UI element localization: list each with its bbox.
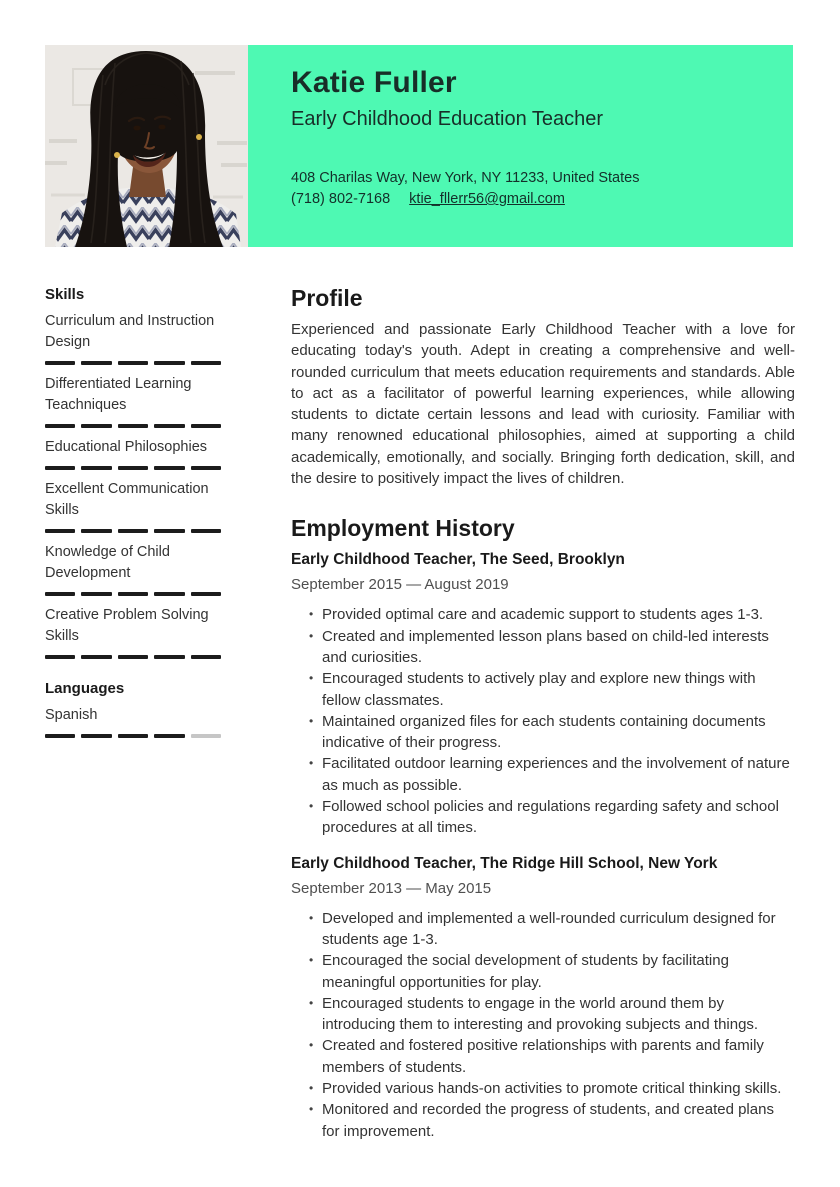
phone-text: (718) 802-7168 bbox=[291, 191, 391, 207]
meter-segment-filled bbox=[45, 592, 75, 596]
meter-segment-filled bbox=[154, 466, 184, 470]
meter-segment-filled bbox=[45, 424, 75, 428]
meter-segment-filled bbox=[81, 734, 111, 738]
job-bullet: • Encouraged students to actively play and explore new things with fellow classmates. bbox=[291, 668, 795, 711]
job-bullet: • Facilitated outdoor learning experiences and the involvement of nature as much as possible. bbox=[291, 753, 795, 796]
meter-segment-filled bbox=[118, 466, 148, 470]
job-bullet: • Monitored and recorded the progress of students, and created plans for improvement. bbox=[291, 1099, 795, 1142]
job-bullet: • Created and fostered positive relationships with parents and family members of students. bbox=[291, 1035, 795, 1078]
meter-segment-filled bbox=[154, 655, 184, 659]
header-banner bbox=[248, 45, 793, 247]
meter-segment-filled bbox=[45, 655, 75, 659]
meter-segment-filled bbox=[118, 734, 148, 738]
meter-segment-filled bbox=[118, 361, 148, 365]
meter-segment-filled bbox=[45, 466, 75, 470]
profile-photo bbox=[45, 45, 248, 247]
skill-level-meter bbox=[45, 529, 221, 533]
skill-level-meter bbox=[45, 592, 221, 596]
employment-heading: Employment History bbox=[291, 515, 515, 542]
skill-label: Creative Problem Solving Skills bbox=[45, 607, 209, 644]
skill-level-meter bbox=[45, 655, 221, 659]
address-text: 408 Charilas Way, New York, NY 11233, United States bbox=[291, 170, 640, 186]
job-title: Early Childhood Teacher, The Seed, Brooklyn bbox=[291, 551, 625, 569]
skill-item bbox=[45, 542, 221, 596]
meter-segment-filled bbox=[81, 361, 111, 365]
skill-item bbox=[45, 374, 221, 428]
job-bullet: • Followed school policies and regulations regarding safety and school procedures at all times. bbox=[291, 796, 795, 839]
skill-item bbox=[45, 311, 221, 365]
job-bullet: • Encouraged the social development of students by facilitating meaningful opportunities for play. bbox=[291, 950, 795, 993]
meter-segment-filled bbox=[191, 466, 221, 470]
job-dates: September 2013 — May 2015 bbox=[291, 879, 492, 897]
sidebar bbox=[45, 284, 221, 747]
languages-section bbox=[45, 678, 221, 738]
meter-segment-filled bbox=[191, 592, 221, 596]
meter-segment-filled bbox=[191, 529, 221, 533]
main-column bbox=[291, 284, 795, 1142]
skill-level-meter bbox=[45, 466, 221, 470]
skill-label: Excellent Communication Skills bbox=[45, 481, 209, 518]
meter-segment-empty bbox=[191, 734, 221, 738]
skill-label: Knowledge of Child Development bbox=[45, 544, 170, 581]
meter-segment-filled bbox=[154, 424, 184, 428]
meter-segment-filled bbox=[81, 655, 111, 659]
skill-item bbox=[45, 605, 221, 659]
skill-label: Spanish bbox=[45, 707, 98, 723]
job-entry bbox=[291, 549, 795, 838]
skills-section bbox=[45, 284, 221, 659]
skill-label: Educational Philosophies bbox=[45, 439, 208, 455]
job-bullet: • Created and implemented lesson plans based on child-led interests and curiosities. bbox=[291, 626, 795, 669]
resume-header bbox=[45, 45, 793, 247]
profile-section bbox=[291, 284, 795, 489]
meter-segment-filled bbox=[45, 361, 75, 365]
meter-segment-filled bbox=[154, 734, 184, 738]
job-bullet: • Encouraged students to engage in the world around them by introducing them to interesting and provoking subjects and things. bbox=[291, 993, 795, 1036]
skill-level-meter bbox=[45, 361, 221, 365]
meter-segment-filled bbox=[81, 424, 111, 428]
job-dates: September 2015 — August 2019 bbox=[291, 576, 509, 594]
job-bullets bbox=[291, 908, 795, 1142]
skill-label: Curriculum and Instruction Design bbox=[45, 313, 215, 350]
profile-text: Experienced and passionate Early Childhood Teacher with a love for educating today's youth. Adept in creating a comprehensive and well-rounded curriculum that meets education requirements and standards. Able to act as a facilitator of powerful learning experiences, while allowing students to dictate certain lessons and lead with curiosity. Familiar with many renowned educational philosophies, aimed at supporting a child academically, emotionally, and socially. Bringing forth dedication, skill, and the desire to positively impact the lives of children. bbox=[291, 321, 795, 488]
skills-list bbox=[45, 311, 221, 659]
meter-segment-filled bbox=[191, 424, 221, 428]
jobs-container bbox=[291, 549, 795, 1142]
skill-level-meter bbox=[45, 424, 221, 428]
skill-item bbox=[45, 479, 221, 533]
meter-segment-filled bbox=[118, 655, 148, 659]
job-bullets bbox=[291, 604, 795, 838]
skill-item bbox=[45, 437, 221, 470]
job-bullet: • Developed and implemented a well-rounded curriculum designed for students age 1-3. bbox=[291, 908, 795, 951]
meter-segment-filled bbox=[154, 361, 184, 365]
job-title-heading: Early Childhood Education Teacher bbox=[291, 108, 604, 130]
meter-segment-filled bbox=[81, 466, 111, 470]
meter-segment-filled bbox=[191, 655, 221, 659]
name-heading: Katie Fuller bbox=[291, 66, 457, 99]
meter-segment-filled bbox=[118, 424, 148, 428]
languages-heading: Languages bbox=[45, 680, 125, 697]
languages-list bbox=[45, 705, 221, 738]
meter-segment-filled bbox=[191, 361, 221, 365]
portrait-illustration bbox=[45, 45, 248, 247]
contact-block bbox=[291, 168, 765, 210]
meter-segment-filled bbox=[81, 529, 111, 533]
meter-segment-filled bbox=[118, 592, 148, 596]
meter-segment-filled bbox=[154, 529, 184, 533]
profile-heading: Profile bbox=[291, 285, 363, 311]
skill-item bbox=[45, 705, 221, 738]
meter-segment-filled bbox=[154, 592, 184, 596]
skill-label: Differentiated Learning Teachniques bbox=[45, 376, 192, 413]
meter-segment-filled bbox=[81, 592, 111, 596]
skills-heading: Skills bbox=[45, 286, 85, 303]
job-entry bbox=[291, 853, 795, 1142]
email-link[interactable]: ktie_fllerr56@gmail.com bbox=[409, 191, 565, 207]
employment-section bbox=[291, 514, 795, 1142]
meter-segment-filled bbox=[45, 529, 75, 533]
meter-segment-filled bbox=[118, 529, 148, 533]
job-bullet: • Provided various hands-on activities to promote critical thinking skills. bbox=[291, 1078, 795, 1099]
meter-segment-filled bbox=[45, 734, 75, 738]
skill-level-meter bbox=[45, 734, 221, 738]
job-title: Early Childhood Teacher, The Ridge Hill School, New York bbox=[291, 854, 718, 872]
job-bullet: • Provided optimal care and academic support to students ages 1-3. bbox=[291, 604, 795, 625]
job-bullet: • Maintained organized files for each students containing documents indicative of their progress. bbox=[291, 711, 795, 754]
